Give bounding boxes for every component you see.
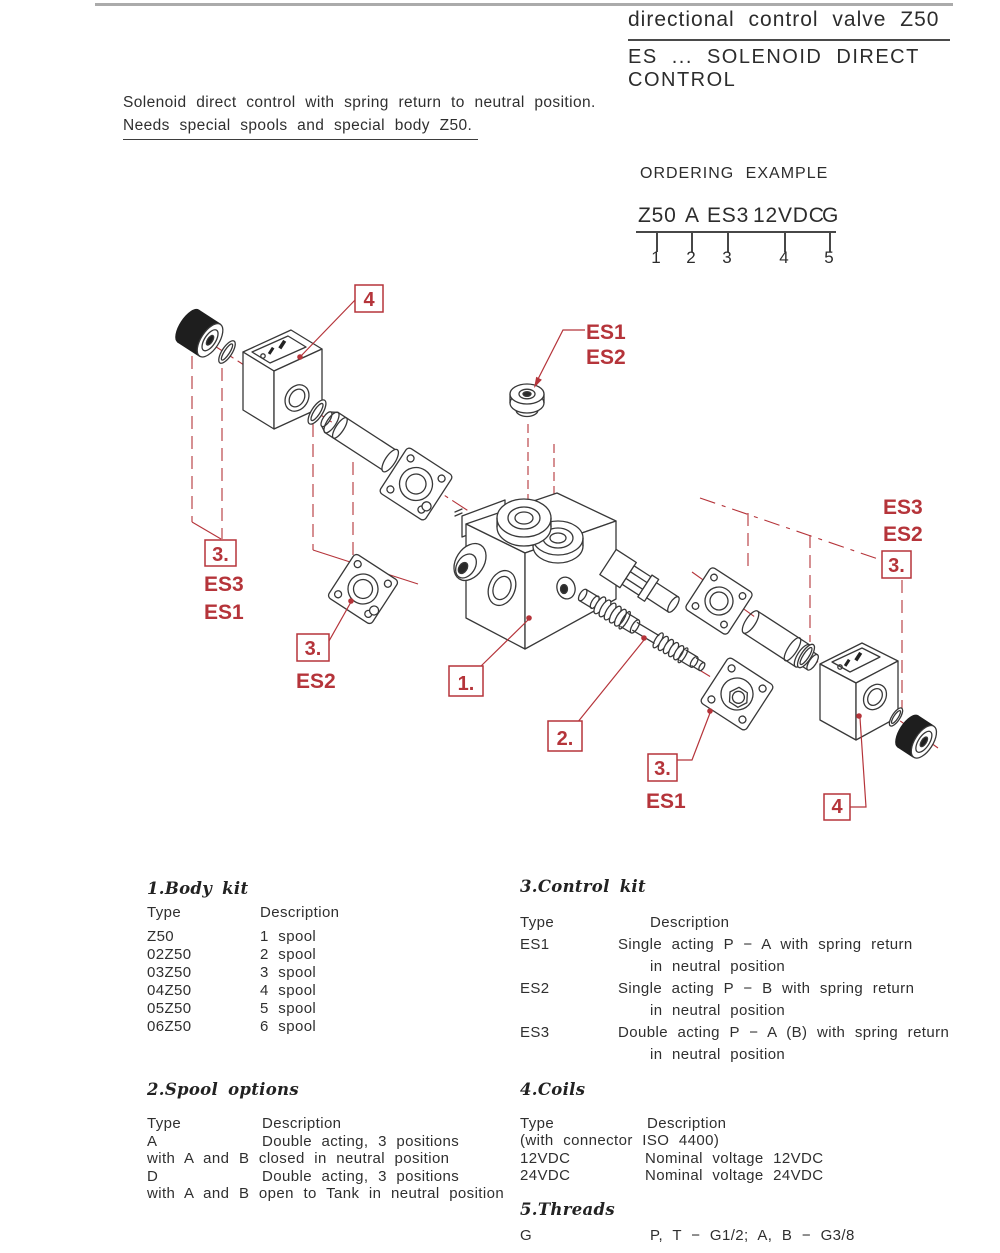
parts-linework	[171, 306, 941, 762]
coils-heading: 4.Coils	[520, 1080, 586, 1099]
table-row: A Double acting, 3 positions	[147, 1132, 460, 1150]
table-row: D Double acting, 3 positions	[147, 1167, 460, 1185]
ordering-index: 5	[824, 248, 834, 267]
table-row: 04Z50 4 spool	[147, 982, 317, 999]
callout-2-spool: 2.	[556, 728, 574, 750]
col-type: Type	[147, 904, 182, 921]
table-header-row	[147, 904, 487, 922]
scan-edge-rule	[95, 3, 953, 6]
table-row: 12VDC Nominal voltage 12VDC	[520, 1149, 824, 1167]
callout-3-es2: 3.	[304, 638, 322, 660]
ordering-underline	[636, 231, 836, 233]
body-kit-heading: 1.Body kit	[147, 879, 249, 898]
label-es3-left: ES3	[204, 573, 244, 596]
spool-options-heading: 2.Spool options	[147, 1080, 299, 1099]
table-header-row	[520, 1115, 992, 1132]
label-es2-plug: ES2	[586, 346, 626, 369]
coil-right	[820, 643, 898, 740]
col-description: Description	[260, 904, 340, 921]
ordering-index: 1	[651, 248, 661, 267]
table-note: with A and B closed in neutral position	[147, 1150, 450, 1167]
label-es2-right: ES2	[883, 523, 923, 546]
page-title: directional control valve Z50	[628, 8, 950, 41]
col-type: Type	[147, 1115, 182, 1132]
ordering-title: ORDERING EXAMPLE	[640, 165, 829, 182]
threads-heading: 5.Threads	[520, 1200, 615, 1219]
control-kit-heading: 3.Control kit	[520, 877, 646, 896]
col-description: Description	[650, 914, 730, 931]
col-description: Description	[647, 1115, 727, 1132]
col-description: Description	[262, 1115, 342, 1132]
ordering-index: 4	[779, 248, 789, 267]
table-row: 24VDC Nominal voltage 24VDC	[520, 1166, 824, 1184]
control-kit-table	[520, 877, 992, 1066]
intro-line-2: Needs special spools and special body Z50.	[123, 114, 478, 140]
col-type: Type	[520, 914, 555, 931]
table-header-row	[147, 1115, 522, 1133]
ordering-code-part: A	[685, 204, 700, 227]
cap-nut-left	[171, 306, 228, 361]
table-row: 02Z50 2 spool	[147, 946, 317, 963]
page-subtitle: ES ... SOLENOID DIRECT CONTROL	[628, 46, 920, 91]
ordering-code-part: ES3	[707, 204, 750, 227]
solenoid-tube-left	[316, 406, 401, 474]
callout-3-right: 3.	[888, 555, 905, 577]
coils-table	[520, 1080, 992, 1184]
ordering-index: 2	[686, 248, 696, 267]
body-kit-table	[147, 879, 487, 1036]
table-row: 05Z50 5 spool	[147, 1000, 317, 1017]
ordering-code-part: Z50	[638, 204, 677, 227]
label-es2-flange: ES2	[296, 670, 336, 693]
table-row: ES3 Double acting P − A (B) with spring return in neutral position	[520, 1024, 950, 1063]
callout-3-es1: 3.	[654, 758, 671, 780]
col-type: Type	[520, 1115, 555, 1132]
table-row: ES2 Single acting P − B with spring return in neutral position	[520, 980, 915, 1019]
plug-cap	[510, 384, 544, 417]
table-note: with A and B open to Tank in neutral position	[147, 1185, 505, 1202]
callout-4-right: 4	[831, 796, 843, 818]
intro-text	[123, 91, 596, 140]
coils-connector-note: (with connector ISO 4400)	[520, 1132, 720, 1149]
ordering-code-part: G	[822, 204, 840, 227]
ordering-code-part: 12VDC	[753, 204, 825, 227]
table-row: 03Z50 3 spool	[147, 964, 317, 981]
label-es1-flange: ES1	[646, 790, 686, 813]
callout-3-left: 3.	[212, 544, 229, 566]
table-header-row	[520, 912, 992, 934]
table-row: G P, T − G1/2; A, B − G3/8	[520, 1227, 855, 1244]
spool-options-table	[147, 1080, 522, 1203]
flange-es1	[700, 657, 775, 732]
label-es3-right: ES3	[883, 496, 923, 519]
ordering-index: 3	[722, 248, 732, 267]
flange-es2	[327, 553, 399, 625]
table-row: ES1 Single acting P − A with spring return in neutral position	[520, 936, 913, 975]
table-row: Z50 1 spool	[147, 928, 317, 945]
exploded-view-diagram	[0, 255, 1000, 845]
port-boss-1	[497, 499, 551, 546]
label-es1-left: ES1	[204, 601, 244, 624]
callout-1-body: 1.	[457, 673, 475, 695]
threads-table	[520, 1200, 992, 1244]
callout-4-left: 4	[363, 289, 375, 311]
table-row: 06Z50 6 spool	[147, 1018, 317, 1035]
intro-line-1: Solenoid direct control with spring return to neutral position.	[123, 94, 596, 111]
label-es1-plug: ES1	[586, 321, 626, 344]
